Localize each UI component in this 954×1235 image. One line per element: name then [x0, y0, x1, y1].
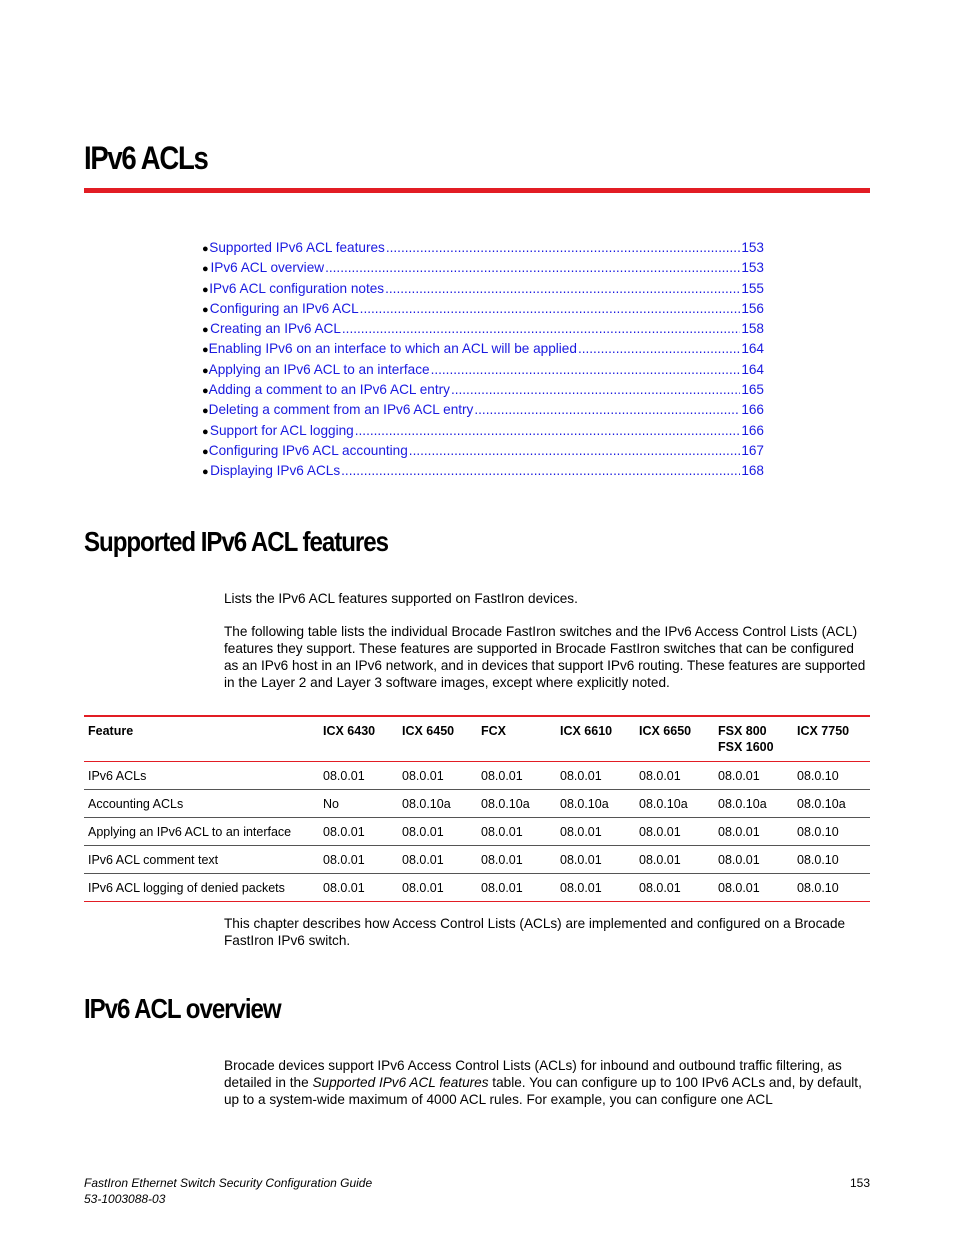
section-title-overview: IPv6 ACL overview: [84, 993, 281, 1024]
table-cell: 08.0.10a: [477, 790, 556, 818]
table-cell: Accounting ACLs: [84, 790, 319, 818]
table-cell: 08.0.01: [398, 846, 477, 874]
table-cell: 08.0.01: [319, 762, 398, 790]
column-header-icx6650: ICX 6650: [635, 716, 714, 762]
toc-entry-page[interactable]: 166: [741, 422, 764, 438]
footer-page-number: 153: [849, 1176, 870, 1190]
column-header-fsx800: FSX 800: [718, 724, 767, 738]
table-cell: 08.0.01: [635, 818, 714, 846]
section-after-table: This chapter describes how Access Control Lists (ACLs) are implemented and configured on a Brocade FastIron IPv6 switch.: [224, 916, 846, 948]
toc-entry-page[interactable]: 164: [741, 361, 764, 377]
toc-entry[interactable]: [202, 362, 764, 382]
table-row: [84, 762, 870, 790]
table-cell: 08.0.10: [793, 846, 870, 874]
toc-dot-leader: [451, 382, 740, 397]
toc-dot-leader: [386, 240, 740, 255]
section-body: The following table lists the individual Brocade FastIron switches and the IPv6 Access Control Lists (ACL) features they support. These features are supported in Brocade FastIron switches that can be configured as an IPv6 host in an IPv6 network, and in devices that support IPv6 routing. These features are supported in the Layer 2 and Layer 3 software images, except where explicitly noted.: [224, 624, 866, 690]
table-cell: No: [319, 790, 398, 818]
table-cell: 08.0.01: [556, 818, 635, 846]
table-cell: 08.0.01: [635, 846, 714, 874]
toc-entry-page[interactable]: 153: [741, 240, 764, 255]
table-cell: 08.0.01: [714, 762, 793, 790]
toc-entry-page[interactable]: 168: [741, 463, 764, 479]
overview-body: [224, 1057, 870, 1108]
toc-entry-label[interactable]: Configuring IPv6 ACL accounting: [208, 442, 408, 458]
toc-entry-page[interactable]: 164: [741, 341, 764, 357]
table-cell: IPv6 ACL comment text: [84, 846, 319, 874]
overview-body-a: Brocade devices support IPv6 Access Control Lists (ACLs) for inbound and outbound traffic filtering, as detailed in the: [224, 1058, 842, 1090]
toc-entry[interactable]: [202, 301, 764, 321]
table-cell: 08.0.10a: [714, 790, 793, 818]
bullet-icon: ●: [202, 283, 209, 296]
table-cell: 08.0.01: [477, 874, 556, 902]
toc-dot-leader: [355, 423, 741, 438]
bullet-icon: ●: [202, 303, 209, 316]
toc-dot-leader: [342, 321, 740, 336]
table-row: [84, 846, 870, 874]
table-cell: 08.0.01: [319, 818, 398, 846]
table-cell: 08.0.01: [714, 874, 793, 902]
toc-entry-label[interactable]: IPv6 ACL configuration notes: [209, 280, 385, 296]
table-cell: 08.0.01: [556, 762, 635, 790]
column-header-icx6610: ICX 6610: [556, 716, 635, 762]
toc-entry[interactable]: [202, 341, 764, 361]
chapter-toc: [202, 240, 764, 484]
column-header-fsx: [714, 716, 793, 762]
toc-entry-label[interactable]: Displaying IPv6 ACLs: [210, 463, 341, 479]
table-cell: 08.0.01: [319, 874, 398, 902]
table-cell: 08.0.01: [714, 846, 793, 874]
bullet-icon: ●: [202, 445, 209, 458]
cross-reference-link[interactable]: Supported IPv6 ACL features: [312, 1075, 489, 1090]
table-cell: IPv6 ACL logging of denied packets: [84, 874, 319, 902]
column-header-icx7750: ICX 7750: [793, 716, 870, 762]
column-header-fsx1600: FSX 1600: [718, 740, 774, 754]
table-cell: 08.0.01: [556, 846, 635, 874]
bullet-icon: ●: [202, 364, 209, 377]
toc-entry-label[interactable]: Adding a comment to an IPv6 ACL entry: [208, 382, 450, 398]
toc-entry-label[interactable]: Deleting a comment from an IPv6 ACL entry: [208, 402, 474, 418]
page-footer: [84, 1175, 870, 1207]
table-row: [84, 818, 870, 846]
table-row: [84, 790, 870, 818]
column-header-icx6450: ICX 6450: [398, 716, 477, 762]
footer-guide-title: FastIron Ethernet Switch Security Configuration Guide: [84, 1176, 373, 1190]
toc-entry[interactable]: [202, 463, 764, 483]
table-cell: 08.0.10a: [635, 790, 714, 818]
bullet-icon: ●: [202, 324, 209, 337]
table-cell: 08.0.01: [714, 818, 793, 846]
toc-dot-leader: [409, 443, 741, 458]
toc-entry[interactable]: [202, 423, 764, 443]
toc-entry-page[interactable]: 166: [741, 402, 764, 418]
toc-entry-label[interactable]: Enabling IPv6 on an interface to which an ACL will be applied: [208, 341, 577, 357]
toc-entry[interactable]: [202, 321, 764, 341]
table-cell: 08.0.01: [477, 846, 556, 874]
table-cell: Applying an IPv6 ACL to an interface: [84, 818, 319, 846]
section-intro: Lists the IPv6 ACL features supported on FastIron devices.: [224, 591, 578, 606]
bullet-icon: ●: [202, 405, 209, 418]
table-cell: 08.0.01: [635, 874, 714, 902]
table-cell: 08.0.01: [319, 846, 398, 874]
table-cell: 08.0.01: [398, 818, 477, 846]
table-cell: 08.0.01: [477, 818, 556, 846]
table-cell: 08.0.10a: [556, 790, 635, 818]
table-cell: 08.0.10: [793, 818, 870, 846]
bullet-icon: ●: [202, 385, 209, 398]
toc-entry[interactable]: [202, 240, 764, 260]
features-table: [84, 715, 870, 902]
toc-entry-page[interactable]: 158: [741, 321, 764, 337]
table-cell: 08.0.01: [477, 762, 556, 790]
toc-entry-label[interactable]: IPv6 ACL overview: [210, 260, 325, 276]
column-header-fcx: FCX: [477, 716, 556, 762]
table-cell: 08.0.01: [635, 762, 714, 790]
toc-entry-label[interactable]: Supported IPv6 ACL features: [209, 240, 385, 255]
chapter-title-rule: [84, 188, 870, 193]
bullet-icon: ●: [202, 344, 209, 357]
table-header-row: [84, 716, 870, 762]
table-row: [84, 874, 870, 902]
column-header-feature: Feature: [84, 716, 319, 762]
section-title-supported-features: Supported IPv6 ACL features: [84, 526, 388, 557]
toc-entry[interactable]: [202, 281, 764, 301]
table-cell: IPv6 ACLs: [84, 762, 319, 790]
toc-dot-leader: [578, 341, 740, 356]
toc-entry[interactable]: [202, 260, 764, 280]
table-cell: 08.0.01: [398, 874, 477, 902]
toc-entry-label[interactable]: Creating an IPv6 ACL: [210, 321, 341, 337]
toc-entry-page[interactable]: 155: [741, 280, 764, 296]
chapter-title: IPv6 ACLs: [84, 140, 208, 176]
overview-body-b: table. You can configure up to 100 IPv6 ACLs and, by default, up to a system-wide maximum of 4000 ACL rules. For example, you can configure one ACL: [224, 1075, 862, 1107]
toc-dot-leader: [474, 402, 740, 417]
bullet-icon: ●: [202, 425, 209, 438]
toc-dot-leader: [360, 301, 741, 316]
toc-entry[interactable]: [202, 443, 764, 463]
toc-entry-page[interactable]: 165: [741, 382, 764, 398]
toc-dot-leader: [341, 463, 740, 478]
bullet-icon: ●: [202, 243, 209, 255]
bullet-icon: ●: [202, 263, 209, 276]
table-cell: 08.0.10: [793, 762, 870, 790]
table-cell: 08.0.01: [398, 762, 477, 790]
toc-dot-leader: [431, 362, 741, 377]
toc-entry-page[interactable]: 156: [741, 300, 764, 316]
toc-entry-page[interactable]: 167: [741, 442, 764, 458]
bullet-icon: ●: [202, 466, 209, 479]
toc-entry[interactable]: [202, 402, 764, 422]
table-cell: 08.0.10a: [793, 790, 870, 818]
toc-entry-page[interactable]: 153: [741, 260, 764, 276]
toc-entry[interactable]: [202, 382, 764, 402]
toc-entry-label[interactable]: Configuring an IPv6 ACL: [209, 300, 359, 316]
table-cell: 08.0.10a: [398, 790, 477, 818]
table-cell: 08.0.10: [793, 874, 870, 902]
column-header-icx6430: ICX 6430: [319, 716, 398, 762]
toc-dot-leader: [385, 281, 740, 296]
toc-entry-label[interactable]: Support for ACL logging: [209, 422, 354, 438]
table-cell: 08.0.01: [556, 874, 635, 902]
toc-entry-label[interactable]: Applying an IPv6 ACL to an interface: [208, 361, 430, 377]
toc-dot-leader: [325, 260, 740, 275]
footer-doc-number: 53-1003088-03: [84, 1192, 166, 1206]
